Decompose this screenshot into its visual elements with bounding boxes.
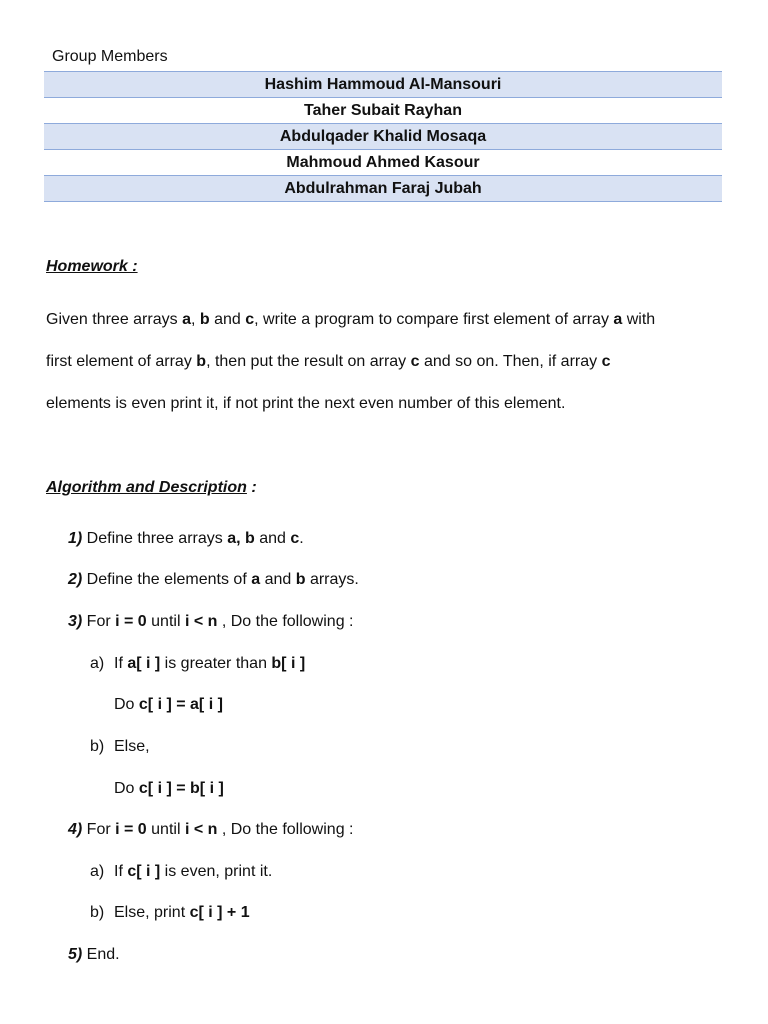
- text: , Do the following :: [217, 821, 354, 838]
- member-row: Hashim Hammoud Al-Mansouri: [44, 72, 722, 98]
- text: until: [146, 821, 185, 838]
- text: i = 0: [115, 613, 147, 630]
- step-4b: [90, 904, 250, 922]
- member-row: Taher Subait Rayhan: [44, 98, 722, 124]
- text: is greater than: [160, 655, 272, 672]
- text: c[ i ] = b[ i ]: [138, 780, 224, 797]
- member-row: Abdulrahman Faraj Jubah: [44, 175, 722, 202]
- step-3a: [90, 655, 305, 673]
- text: c: [601, 353, 611, 370]
- text: and: [254, 530, 291, 547]
- text: with: [622, 311, 656, 328]
- text: For: [82, 821, 116, 838]
- step-number: 5): [68, 946, 83, 963]
- text: is even, print it.: [160, 863, 273, 880]
- text: and: [209, 311, 246, 328]
- algorithm-heading-text: Algorithm and Description: [46, 479, 247, 496]
- text: c[ i ]: [127, 863, 161, 880]
- text: For: [82, 613, 116, 630]
- text: c[ i ] + 1: [189, 904, 250, 921]
- homework-heading-text: Homework :: [46, 258, 138, 275]
- step-1: [68, 530, 304, 548]
- text: b[ i ]: [271, 655, 306, 672]
- group-members-table: [44, 71, 722, 202]
- step-4a: [90, 863, 272, 881]
- text: Do: [114, 780, 139, 797]
- text: i < n: [184, 821, 218, 838]
- text: and so on. Then, if array: [419, 353, 602, 370]
- text: , write a program to compare first element of array: [254, 311, 614, 328]
- text: .: [299, 530, 304, 547]
- sub-label: a): [90, 655, 105, 672]
- step-number: 1): [68, 530, 83, 547]
- text: b: [295, 571, 306, 588]
- step-4: [68, 821, 353, 839]
- member-row: Abdulqader Khalid Mosaqa: [44, 123, 722, 150]
- text: c: [290, 530, 300, 547]
- sub-label: b): [90, 738, 105, 755]
- text: Else, print: [114, 904, 190, 921]
- sub-label: b): [90, 904, 105, 921]
- member-row: Mahmoud Ahmed Kasour: [44, 150, 722, 176]
- text: ,: [190, 311, 200, 328]
- text: a, b: [227, 530, 255, 547]
- algorithm-heading: [46, 479, 257, 497]
- algorithm-heading-colon: :: [246, 479, 257, 496]
- sub-label: a): [90, 863, 105, 880]
- step-3b: [90, 738, 150, 756]
- text: Define three arrays: [82, 530, 228, 547]
- text: , then put the result on array: [206, 353, 411, 370]
- group-members-label: Group Members: [52, 48, 168, 65]
- step-number: 3): [68, 613, 83, 630]
- text: End.: [82, 946, 120, 963]
- text: a[ i ]: [127, 655, 161, 672]
- text: , Do the following :: [217, 613, 354, 630]
- text: Else,: [114, 738, 150, 755]
- text: until: [146, 613, 185, 630]
- text: a: [182, 311, 191, 328]
- step-2: [68, 571, 359, 589]
- homework-line-1: [46, 310, 655, 330]
- step-3a-do: [114, 696, 223, 714]
- text: Do: [114, 696, 139, 713]
- step-3b-do: [114, 780, 224, 798]
- text: a: [251, 571, 261, 588]
- text: b: [196, 353, 207, 370]
- homework-line-2: [46, 352, 610, 372]
- step-number: 2): [68, 571, 83, 588]
- text: c: [245, 311, 255, 328]
- text: arrays.: [305, 571, 359, 588]
- text: i = 0: [115, 821, 147, 838]
- text: a: [613, 311, 623, 328]
- homework-heading: [46, 258, 138, 276]
- text: Define the elements of: [82, 571, 252, 588]
- text: and: [260, 571, 296, 588]
- text: If: [114, 655, 128, 672]
- text: b: [199, 311, 210, 328]
- step-5: [68, 946, 120, 964]
- text: Given three arrays: [46, 311, 183, 328]
- text: c: [410, 353, 420, 370]
- step-3: [68, 613, 353, 631]
- text: i < n: [184, 613, 218, 630]
- text: c[ i ] = a[ i ]: [138, 696, 223, 713]
- text: first element of array: [46, 353, 197, 370]
- step-number: 4): [68, 821, 83, 838]
- homework-line-3: elements is even print it, if not print the next even number of this element.: [46, 395, 566, 412]
- text: If: [114, 863, 128, 880]
